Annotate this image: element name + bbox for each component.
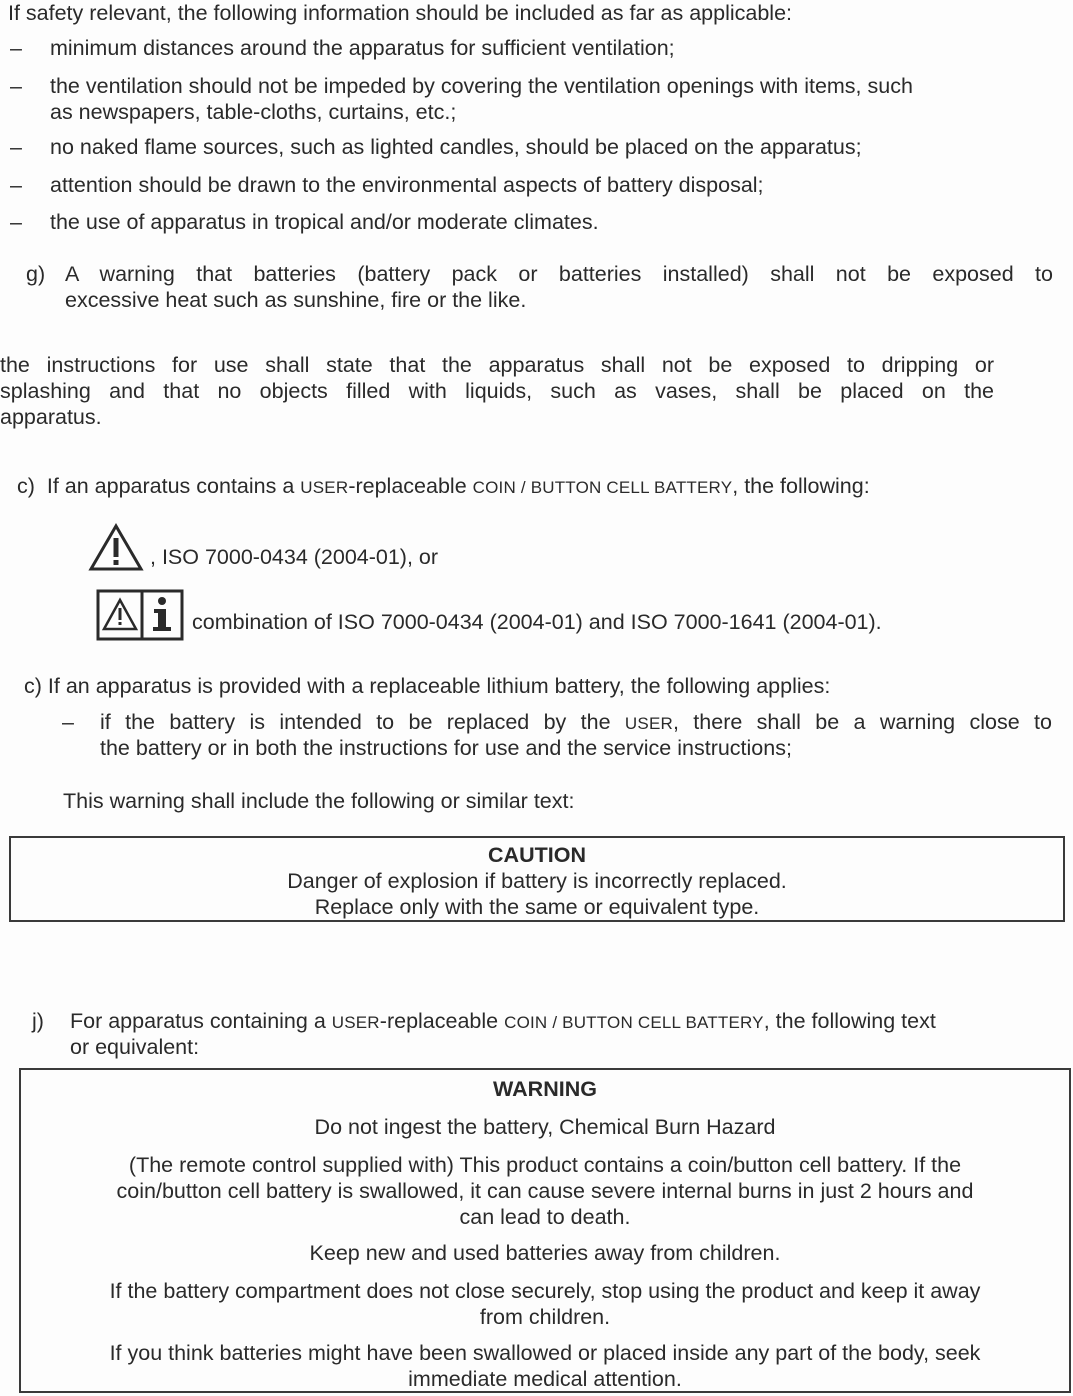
paragraph-line1: the instructions for use shall state that the apparatus shall not be exposed to dripping or (0, 353, 994, 377)
item-j-line1: For apparatus containing a USER-replaceable COIN / BUTTON CELL BATTERY, the following text (70, 1009, 936, 1033)
symbol-1-caption: , ISO 7000-0434 (2004-01), or (150, 545, 439, 569)
item-c-lithium (24, 673, 830, 699)
dash-marker: – (10, 210, 22, 234)
paragraph-line3: apparatus. (0, 405, 102, 429)
symbol-row-2 (96, 589, 882, 641)
warning-p3: Keep new and used batteries away from children. (309, 1241, 781, 1265)
dash-marker: – (10, 74, 22, 98)
bullet-item (0, 172, 1073, 198)
warning-title: WARNING (493, 1077, 597, 1101)
bullet-item (0, 35, 1073, 61)
warning-p1: Do not ingest the battery, Chemical Burn Hazard (314, 1115, 776, 1139)
bullet-item (0, 209, 1073, 235)
bullet-text: the use of apparatus in tropical and/or moderate climates. (50, 210, 599, 234)
smallcaps-term: USER (624, 714, 673, 733)
bullet-text: no naked flame sources, such as lighted candles, should be placed on the apparatus; (50, 135, 862, 159)
bullet-item (0, 73, 1073, 125)
smallcaps-term: COIN / BUTTON CELL BATTERY (472, 478, 733, 497)
smallcaps-term: COIN / BUTTON CELL BATTERY (504, 1013, 764, 1032)
bullet-text: minimum distances around the apparatus for sufficient ventilation; (50, 36, 675, 60)
caution-line2: Replace only with the same or equivalent type. (314, 895, 760, 919)
smallcaps-term: USER (331, 1013, 380, 1032)
warning-box (19, 1068, 1071, 1393)
dash-marker: – (10, 36, 22, 60)
caution-box (9, 836, 1065, 922)
caution-title: CAUTION (488, 843, 586, 867)
dash-marker: – (10, 135, 22, 159)
item-j-line2: or equivalent: (70, 1035, 200, 1059)
symbol-row-1 (88, 523, 438, 573)
item-c-lithium-text: If an apparatus is provided with a replaceable lithium battery, the following applies: (47, 674, 831, 698)
read-instructions-icon (96, 589, 184, 641)
warning-intro: This warning shall include the following or similar text: (63, 789, 575, 813)
item-g-line1: A warning that batteries (battery pack or batteries installed) shall not be exposed to (65, 262, 1053, 286)
dash-marker: – (62, 710, 74, 734)
bullet-text-continued: as newspapers, table-cloths, curtains, etc.; (50, 100, 457, 124)
sub-item-line2: the battery or in both the instructions for use and the service instructions; (100, 736, 792, 760)
warning-p2: (The remote control supplied with) This product contains a coin/button cell battery. If the coin/button cell battery is swallowed, it can cause severe internal burns in just 2 hours and can lead to death. (116, 1153, 974, 1229)
item-g-marker: g) (26, 262, 46, 286)
intro-text: If safety relevant, the following information should be included as far as applicable: (8, 1, 793, 25)
item-marker: c) (17, 474, 35, 498)
bullet-text: the ventilation should not be impeded by covering the ventilation openings with items, such (50, 74, 913, 98)
bullet-text: attention should be drawn to the environmental aspects of battery disposal; (50, 173, 764, 197)
dash-marker: – (10, 173, 22, 197)
item-c-coin: c) If an apparatus contains a USER-replaceable COIN / BUTTON CELL BATTERY, the following: (17, 474, 870, 498)
smallcaps-term: USER (300, 478, 349, 497)
warning-p5: If you think batteries might have been swallowed or placed inside any part of the body, seek immediate medical attention. (109, 1341, 981, 1391)
item-marker: c) (24, 674, 42, 698)
paragraph-line2: splashing and that no objects filled with liquids, such as vases, shall be placed on the (0, 379, 994, 403)
warning-triangle-icon (88, 523, 144, 573)
item-g-line2: excessive heat such as sunshine, fire or the like. (65, 288, 527, 312)
bullet-item (0, 134, 1073, 160)
sub-item-line1: if the battery is intended to be replaced by the USER, there shall be a warning close to (100, 710, 1052, 734)
caution-line1: Danger of explosion if battery is incorrectly replaced. (287, 869, 787, 893)
symbol-2-caption: combination of ISO 7000-0434 (2004-01) and ISO 7000-1641 (2004-01). (192, 610, 882, 634)
item-j-marker: j) (32, 1009, 44, 1033)
warning-p4: If the battery compartment does not close securely, stop using the product and keep it away from children. (109, 1279, 981, 1329)
